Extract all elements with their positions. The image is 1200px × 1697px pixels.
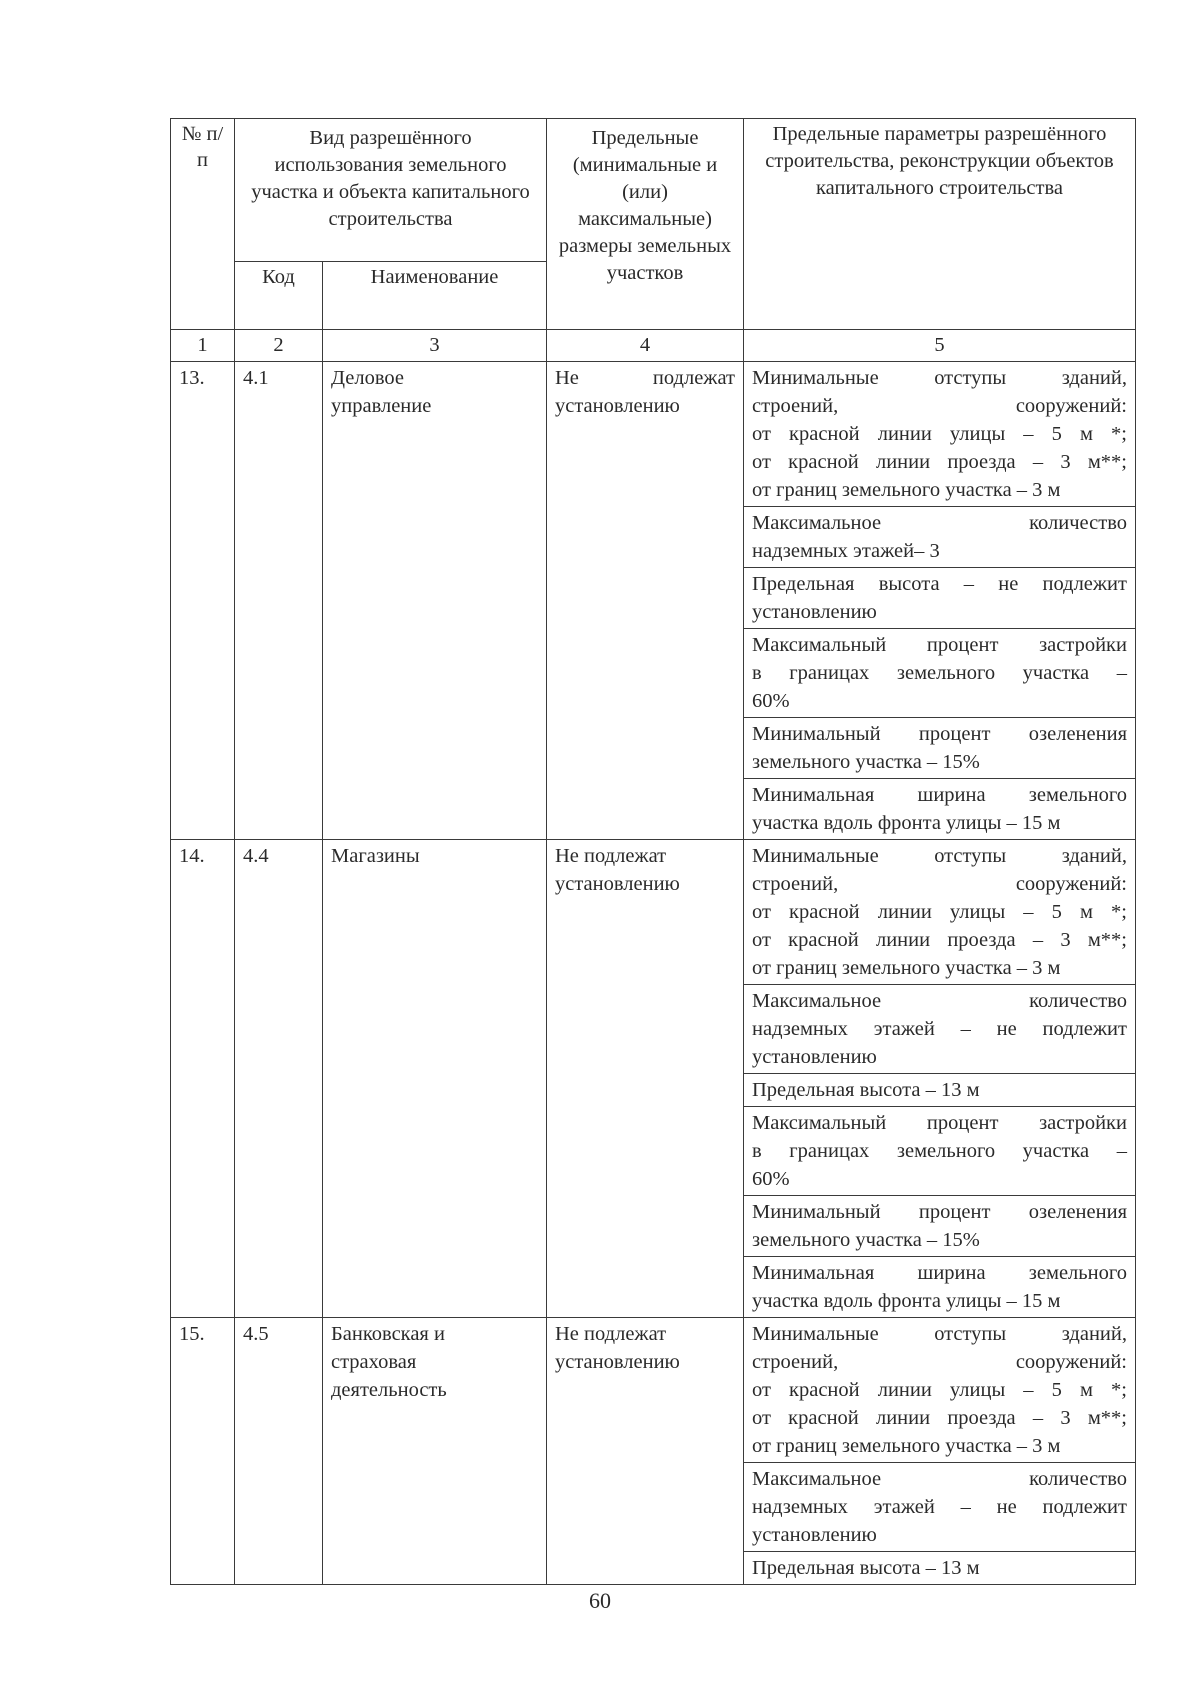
use-name-line: Деловое xyxy=(331,367,404,389)
parameter-line: от красной линии проезда – 3 м**; xyxy=(752,929,1127,951)
parameter-cell xyxy=(744,1107,1136,1196)
parameter-cell xyxy=(744,568,1136,629)
parameter-line: от красной линии проезда – 3 м**; xyxy=(752,1407,1127,1429)
column-number: 4 xyxy=(547,330,744,362)
parameter-line: надземных этажей – не подлежит xyxy=(752,1018,1127,1040)
parameter-cell xyxy=(744,718,1136,779)
column-number: 2 xyxy=(235,330,323,362)
parameter-line: от границ земельного участка – 3 м xyxy=(752,957,1061,979)
parameter-cell xyxy=(744,1257,1136,1318)
parameter-line: Максимальное количество xyxy=(752,1468,1127,1490)
parameter-cell xyxy=(744,1318,1136,1463)
plot-size-value: Не подлежат установлению xyxy=(547,1318,744,1585)
parameter-cell xyxy=(744,507,1136,568)
parameter-line: Максимальный процент застройки xyxy=(752,1112,1127,1134)
parameter-line: 60% xyxy=(752,1168,790,1190)
parameter-cell xyxy=(744,985,1136,1074)
parameter-line: надземных этажей– 3 xyxy=(752,540,940,562)
use-code: 4.4 xyxy=(235,840,323,1318)
use-name-line: деятельность xyxy=(331,1379,447,1401)
parameter-line: от границ земельного участка – 3 м xyxy=(752,1435,1061,1457)
use-name-line: Магазины xyxy=(331,845,420,867)
use-name xyxy=(323,840,547,1318)
use-name-line: страховая xyxy=(331,1351,417,1373)
use-name xyxy=(323,1318,547,1585)
parameter-line: Минимальный процент озеленения xyxy=(752,723,1127,745)
parameter-line: Предельная высота – 13 м xyxy=(752,1079,980,1101)
header-name: Наименование xyxy=(323,262,547,330)
parameter-line: участка вдоль фронта улицы – 15 м xyxy=(752,1290,1061,1312)
parameter-line: Максимальное количество xyxy=(752,990,1127,1012)
header-number: № п/п xyxy=(171,119,235,330)
parameter-line: 60% xyxy=(752,690,790,712)
parameter-line: Минимальные отступы зданий, xyxy=(752,1323,1127,1345)
plot-size-value: Не подлежат установлению xyxy=(547,362,744,840)
header-code: Код xyxy=(235,262,323,330)
header-plot-size: Предельные (минимальные и (или) максимальные) размеры земельных участков xyxy=(547,119,744,330)
use-name xyxy=(323,362,547,840)
parameter-line: от красной линии улицы – 5 м *; xyxy=(752,1379,1127,1401)
parameter-line: Минимальные отступы зданий, xyxy=(752,845,1127,867)
parameter-line: Максимальный процент застройки xyxy=(752,634,1127,656)
parameter-line: Максимальное количество xyxy=(752,512,1127,534)
parameter-line: участка вдоль фронта улицы – 15 м xyxy=(752,812,1061,834)
use-code: 4.1 xyxy=(235,362,323,840)
parameter-line: строений, сооружений: xyxy=(752,1351,1127,1373)
parameter-line: Минимальный процент озеленения xyxy=(752,1201,1127,1223)
parameter-line: установлению xyxy=(752,1046,877,1068)
parameter-line: Минимальная ширина земельного xyxy=(752,1262,1127,1284)
parameter-line: от красной линии проезда – 3 м**; xyxy=(752,451,1127,473)
header-use-type: Вид разрешённого использования земельного участка и объекта капитального строительства xyxy=(235,119,547,262)
parameter-line: от красной линии улицы – 5 м *; xyxy=(752,423,1127,445)
parameter-line: надземных этажей – не подлежит xyxy=(752,1496,1127,1518)
header-row xyxy=(171,119,1136,262)
parameter-cell xyxy=(744,779,1136,840)
use-name-line: управление xyxy=(331,395,432,417)
parameter-cell xyxy=(744,1196,1136,1257)
parameter-line: от границ земельного участка – 3 м xyxy=(752,479,1061,501)
header-building-params: Предельные параметры разрешённого строительства, реконструкции объектов капитального строительства xyxy=(744,119,1136,330)
table-row xyxy=(171,1318,1136,1463)
page-number: 60 xyxy=(589,1588,611,1613)
parameter-cell xyxy=(744,1074,1136,1107)
parameter-line: строений, сооружений: xyxy=(752,395,1127,417)
parameter-line: Минимальная ширина земельного xyxy=(752,784,1127,806)
parameter-line: в границах земельного участка – xyxy=(752,1140,1127,1162)
parameter-line: Предельная высота – не подлежит xyxy=(752,573,1127,595)
parameter-cell xyxy=(744,840,1136,985)
parameter-cell xyxy=(744,1552,1136,1585)
row-number: 14. xyxy=(171,840,235,1318)
parameter-line: земельного участка – 15% xyxy=(752,1229,980,1251)
parameter-line: Минимальные отступы зданий, xyxy=(752,367,1127,389)
parameter-line: установлению xyxy=(752,601,877,623)
parameter-cell xyxy=(744,362,1136,507)
row-number: 15. xyxy=(171,1318,235,1585)
parameter-line: от красной линии улицы – 5 м *; xyxy=(752,901,1127,923)
column-number: 5 xyxy=(744,330,1136,362)
table-row xyxy=(171,840,1136,985)
parameter-line: строений, сооружений: xyxy=(752,873,1127,895)
column-number: 1 xyxy=(171,330,235,362)
parameter-line: в границах земельного участка – xyxy=(752,662,1127,684)
parameter-line: Предельная высота – 13 м xyxy=(752,1557,980,1579)
row-number: 13. xyxy=(171,362,235,840)
regulations-table xyxy=(170,118,1136,1585)
table-row xyxy=(171,362,1136,507)
parameter-line: установлению xyxy=(752,1524,877,1546)
parameter-cell xyxy=(744,629,1136,718)
use-name-line: Банковская и xyxy=(331,1323,445,1345)
column-numbers-row xyxy=(171,330,1136,362)
plot-size-value: Не подлежат установлению xyxy=(547,840,744,1318)
parameter-line: земельного участка – 15% xyxy=(752,751,980,773)
column-number: 3 xyxy=(323,330,547,362)
parameter-cell xyxy=(744,1463,1136,1552)
use-code: 4.5 xyxy=(235,1318,323,1585)
